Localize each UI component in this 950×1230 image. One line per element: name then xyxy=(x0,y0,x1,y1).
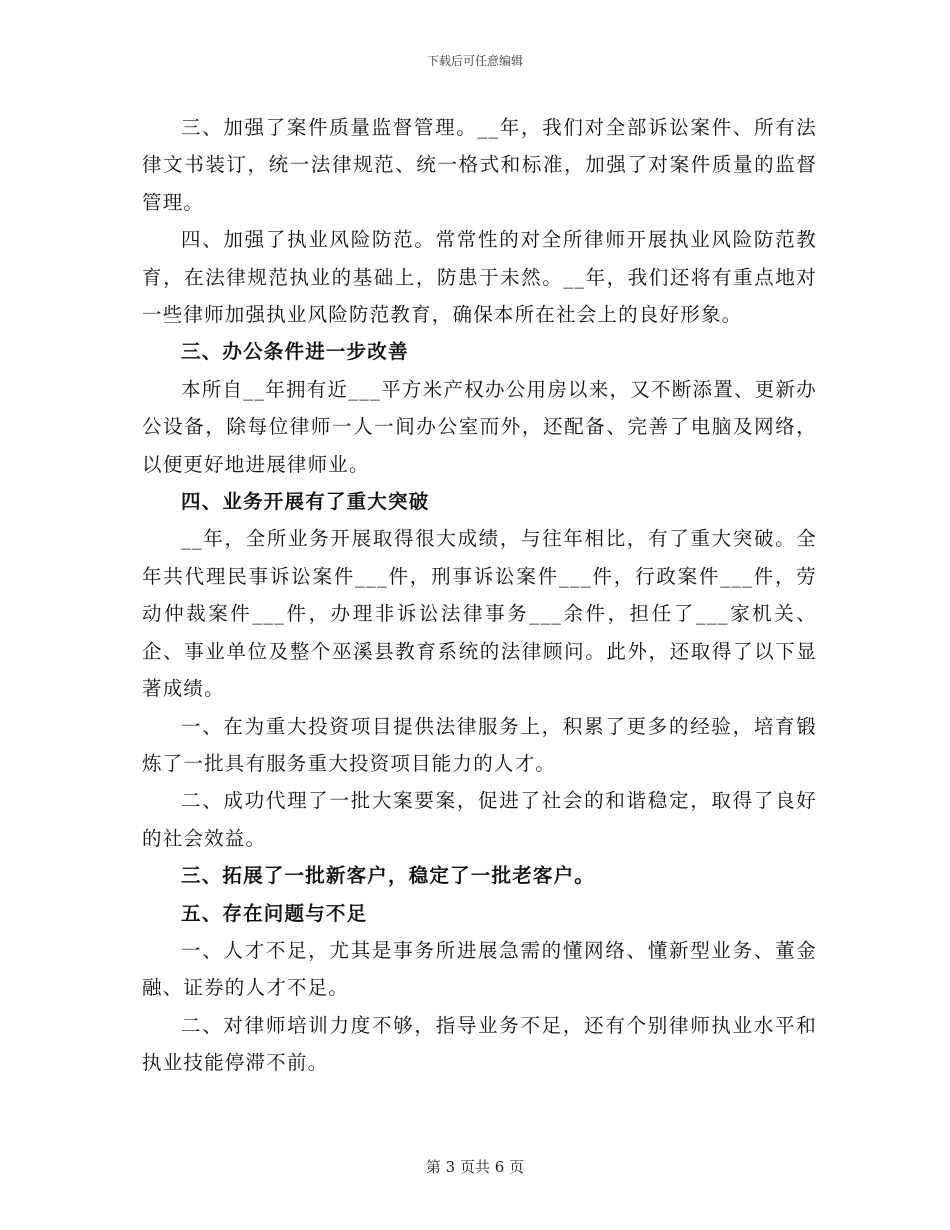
section-heading-business: 四、业务开展有了重大突破 xyxy=(181,490,430,514)
section-heading-problems: 五、存在问题与不足 xyxy=(181,901,368,925)
page-header: 下载后可任意编辑 xyxy=(426,54,523,68)
page-number-footer: 第 3 页共 6 页 xyxy=(425,1158,525,1176)
paragraph-case-quality: 三、加强了案件质量监督管理。__年，我们对全部诉讼案件、所有法律文书装订，统一法律规范、统一格式和标准，加强了对案件质量的监督管理。 xyxy=(142,116,817,214)
paragraph-risk-prevention: 四、加强了执业风险防范。常常性的对全所律师开展执业风险防范教育，在法律规范执业的基础上，防患于未然。__年，我们还将有重点地对一些律师加强执业风险防范教育，确保本所在社会上的良好形象。 xyxy=(142,228,817,327)
document-body xyxy=(142,109,817,1082)
section-heading-office: 三、办公条件进一步改善 xyxy=(181,340,409,364)
paragraph-clients: 三、拓展了一批新客户，稳定了一批老客户。 xyxy=(181,864,596,888)
paragraph-office-conditions: 本所自__年拥有近___平方米产权办公用房以来，又不断添置、更新办公设备，除每位律师一人一间办公室而外，还配备、完善了电脑及网络，以便更好地进展律师业。 xyxy=(142,377,817,476)
paragraph-talent-shortage: 一、人才不足，尤其是事务所进展急需的懂网络、懂新型业务、董金融、证券的人才不足。 xyxy=(142,938,817,1000)
paragraph-major-cases: 二、成功代理了一批大案要案，促进了社会的和谐稳定，取得了良好的社会效益。 xyxy=(142,789,817,850)
paragraph-business-results: __年，全所业务开展取得很大成绩，与往年相比，有了重大突破。全年共代理民事诉讼案件___件，刑事诉讼案件___件，行政案件___件，劳动仲裁案件___件，办理非诉讼法律事务___余件，担任了___家机关、企、事业单位及整个巫溪县教育系统的法律顾问。此外，还取得了以下显著成绩。 xyxy=(142,527,817,701)
paragraph-investment-services: 一、在为重大投资项目提供法律服务上，积累了更多的经验，培育锻炼了一批具有服务重大投资项目能力的人才。 xyxy=(142,714,817,775)
paragraph-training: 二、对律师培训力度不够，指导业务不足，还有个别律师执业水平和执业技能停滞不前。 xyxy=(142,1013,817,1075)
